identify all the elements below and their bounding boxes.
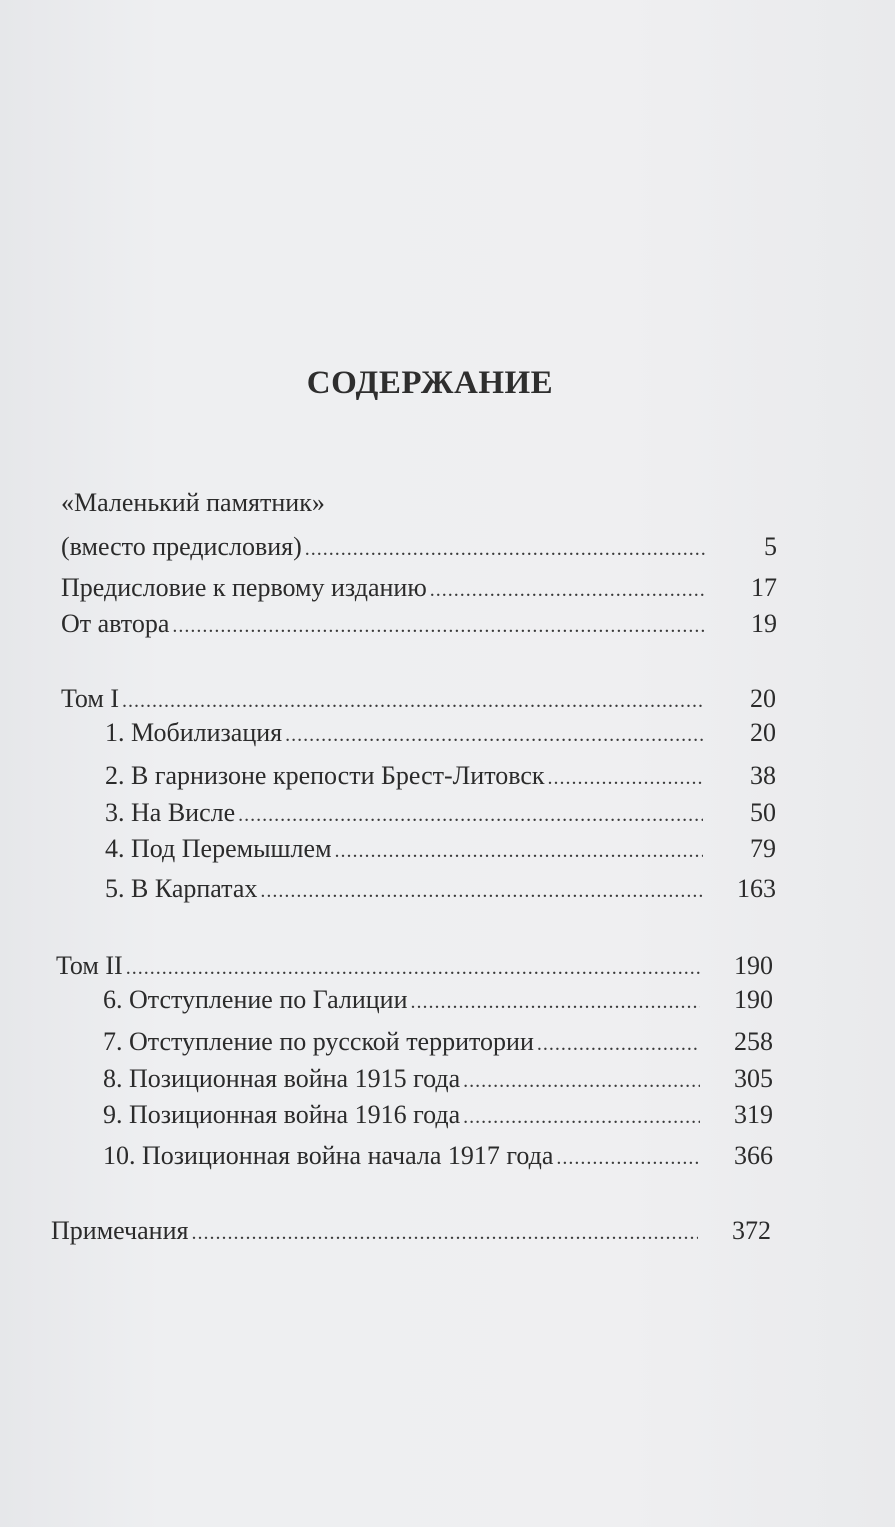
dot-leader	[463, 1066, 700, 1096]
dot-leader	[556, 1143, 700, 1173]
toc-entry	[61, 573, 709, 605]
toc-page-number: 20	[750, 684, 776, 713]
toc-page-number: 79	[750, 834, 776, 863]
dot-leader	[260, 876, 703, 906]
toc-entry-label: (вместо предисловия)	[61, 532, 302, 561]
dot-leader	[305, 534, 705, 564]
toc-page-number: 163	[737, 874, 776, 903]
toc-entry	[103, 1064, 704, 1096]
toc-entry	[61, 532, 709, 564]
dot-leader	[335, 836, 703, 866]
dot-leader	[122, 686, 703, 716]
toc-entry-label: 8. Позиционная война 1915 года	[103, 1064, 461, 1093]
toc-entry-label: 7. Отступление по русской территории	[103, 1027, 534, 1056]
toc-page-number: 319	[734, 1100, 773, 1129]
toc-entry	[61, 684, 707, 716]
toc-entry	[51, 1216, 702, 1248]
toc-entry-label: От автора	[61, 609, 170, 638]
dot-leader	[126, 953, 700, 983]
toc-entry-label: 10. Позиционная война начала 1917 года	[103, 1141, 554, 1170]
toc-entry	[105, 834, 707, 866]
toc-page-number: 20	[750, 718, 776, 747]
toc-entry-label-line1: «Маленький памятник»	[61, 488, 325, 517]
dot-leader	[430, 575, 705, 605]
toc-entry	[105, 718, 707, 750]
toc-entry	[56, 951, 704, 983]
toc-entry-label: 2. В гарнизоне крепости Брест-Литовск	[105, 761, 545, 790]
toc-entry	[105, 761, 707, 793]
toc-entry	[103, 1100, 704, 1132]
dot-leader	[172, 611, 705, 641]
dot-leader	[191, 1218, 698, 1248]
toc-entry	[105, 874, 707, 906]
toc-entry-label: 9. Позиционная война 1916 года	[103, 1100, 461, 1129]
dot-leader	[285, 720, 703, 750]
toc-page-number: 19	[751, 609, 777, 638]
toc-page-number: 5	[764, 532, 777, 561]
dot-leader	[537, 1029, 700, 1059]
toc-entry	[103, 1027, 704, 1059]
toc-entry-label: Том I	[61, 684, 120, 713]
toc-page-number: 258	[734, 1027, 773, 1056]
toc-entry-label: 6. Отступление по Галиции	[103, 985, 408, 1014]
toc-page-number: 305	[734, 1064, 773, 1093]
toc-page-number: 50	[750, 798, 776, 827]
toc-entry	[105, 798, 707, 830]
toc-page-number: 190	[734, 951, 773, 980]
toc-heading: СОДЕРЖАНИЕ	[306, 365, 554, 401]
toc-entry-label: Примечания	[51, 1216, 189, 1245]
toc-entry	[61, 609, 709, 641]
dot-leader	[411, 987, 700, 1017]
dot-leader	[463, 1102, 700, 1132]
toc-entry-label: 5. В Карпатах	[105, 874, 258, 903]
toc-page-number: 17	[751, 573, 777, 602]
dot-leader	[548, 763, 703, 793]
toc-entry-label: Предисловие к первому изданию	[61, 573, 427, 602]
toc-entry	[103, 1141, 704, 1173]
toc-page-number: 366	[734, 1141, 773, 1170]
toc-entry-label: 1. Мобилизация	[105, 718, 283, 747]
toc-page-number: 190	[734, 985, 773, 1014]
toc-entry-label: 4. Под Перемышлем	[105, 834, 332, 863]
toc-entry-label: 3. На Висле	[105, 798, 236, 827]
dot-leader	[238, 800, 703, 830]
toc-page-number: 372	[732, 1216, 771, 1245]
toc-entry-label: Том II	[56, 951, 123, 980]
toc-page-number: 38	[750, 761, 776, 790]
toc-entry	[103, 985, 704, 1017]
